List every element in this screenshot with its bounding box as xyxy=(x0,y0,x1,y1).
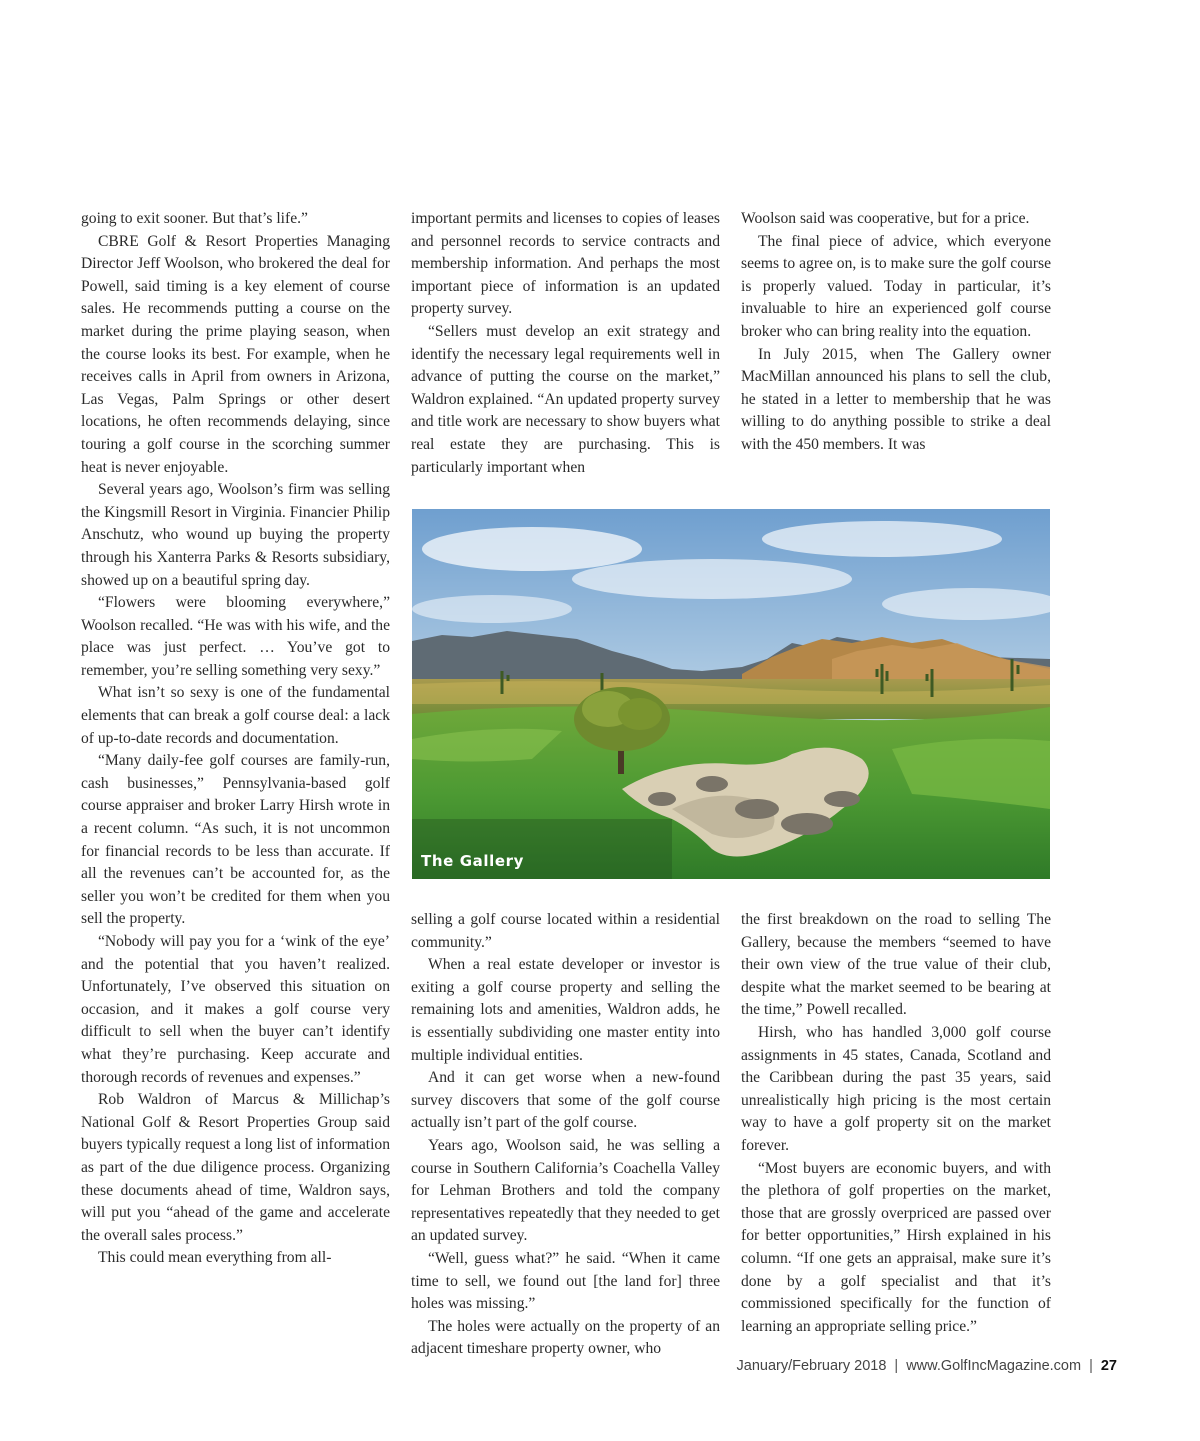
article-column-2-bottom xyxy=(411,909,720,1361)
paragraph: “Flowers were blooming everywhere,” Woolson recalled. “He was with his wife, and the place was just perfect. … You’ve got to remember, you’re selling something very sexy.” xyxy=(81,594,390,679)
article-column-2-top xyxy=(411,208,720,479)
article-column-1 xyxy=(81,208,390,1270)
paragraph: important permits and licenses to copies of leases and personnel records to service contracts and membership information. And perhaps the most important piece of information is an updated property survey. xyxy=(411,210,720,318)
golf-course-photo xyxy=(412,509,1050,879)
page-number: 27 xyxy=(1100,1358,1117,1374)
paragraph: When a real estate developer or investor is exiting a golf course property and selling the remaining lots and amenities, Waldron adds, he is essentially subdividing one master entity into multiple individual entities. xyxy=(411,956,720,1064)
magazine-website-link[interactable]: www.GolfIncMagazine.com xyxy=(906,1358,1082,1374)
paragraph: “Many daily-fee golf courses are family-run, cash businesses,” Pennsylvania-based golf course appraiser and broker Larry Hirsh wrote in a recent column. “As such, it is not uncommon for financial records to be less than accurate. If all the revenues can’t be accounted for, as the seller you won’t be credited for them when you sell the property. xyxy=(81,752,390,928)
page-footer xyxy=(737,1358,1118,1374)
paragraph: “Nobody will pay you for a ‘wink of the eye’ and the potential that you haven’t realized. Unfortunately, I’ve observed this situation on occasion, and it makes a golf course very difficult to sell when the buyer can’t identify what they’re purchasing. Keep accurate and thorough records of revenues and expenses.” xyxy=(81,933,390,1086)
paragraph: Hirsh, who has handled 3,000 golf course assignments in 45 states, Canada, Scotland and the Caribbean during the past 35 years, said unrealistically high pricing is the most certain way to have a golf property sit on the market forever. xyxy=(741,1023,1051,1154)
paragraph: And it can get worse when a new-found survey discovers that some of the golf course actually isn’t part of the golf course. xyxy=(411,1069,720,1132)
paragraph: Woolson said was cooperative, but for a price. xyxy=(741,210,1030,227)
article-column-3-bottom xyxy=(741,909,1051,1338)
paragraph: Years ago, Woolson said, he was selling a course in Southern California’s Coachella Valley for Lehman Brothers and told the company representatives repeatedly that they needed to get an updated survey. xyxy=(411,1136,720,1245)
paragraph: This could mean everything from all- xyxy=(98,1249,332,1267)
paragraph: “Sellers must develop an exit strategy and identify the necessary legal requirements well in advance of putting the course on the market,” Waldron explained. “An updated property survey and title work are necessary to show buyers what real estate they are purchasing. This is particularly important when xyxy=(411,322,720,476)
paragraph: going to exit sooner. But that’s life.” xyxy=(81,210,308,227)
paragraph: Rob Waldron of Marcus & Millichap’s National Golf & Resort Properties Group said buyers typically request a long list of information as part of the due diligence process. Organizing these documents ahead of time, Waldron says, will put you “ahead of the game and accelerate the overall sales process.” xyxy=(81,1091,390,1244)
paragraph: In July 2015, when The Gallery owner MacMillan announced his plans to sell the club, he stated in a letter to membership that he was willing to do anything possible to strike a deal with the 450 members. It was xyxy=(741,345,1051,453)
paragraph: “Well, guess what?” he said. “When it came time to sell, we found out [the land for] three holes was missing.” xyxy=(411,1249,720,1313)
paragraph: selling a golf course located within a residential community.” xyxy=(411,911,720,951)
issue-date: January/February 2018 xyxy=(736,1358,887,1374)
paragraph: CBRE Golf & Resort Properties Managing Director Jeff Woolson, who brokered the deal for Powell, said timing is a key element of course sales. He recommends putting a course on the market during the prime playing season, when the course looks its best. For example, when he receives calls in April from owners in Arizona, Las Vegas, Palm Springs or other desert locations, he often recommends delaying, since touring a golf course in the scorching summer heat is never enjoyable. xyxy=(81,232,390,476)
golf-course-landscape-image xyxy=(412,509,1050,879)
photo-caption: The Gallery xyxy=(421,852,524,870)
paragraph: The final piece of advice, which everyone seems to agree on, is to make sure the golf course is properly valued. Today in particular, it’s invaluable to hire an experienced golf course broker who can bring reality into the equation. xyxy=(741,232,1051,340)
paragraph: the first breakdown on the road to selling The Gallery, because the members “seemed to have their own view of the true value of their club, despite what the market seemed to be bearing at the time,” Powell recalled. xyxy=(741,911,1051,1019)
paragraph: What isn’t so sexy is one of the fundamental elements that can break a golf course deal: a lack of up-to-date records and documentation. xyxy=(81,684,390,747)
paragraph: The holes were actually on the property of an adjacent timeshare property owner, who xyxy=(411,1317,720,1358)
footer-separator: | xyxy=(894,1358,899,1374)
paragraph: “Most buyers are economic buyers, and with the plethora of golf properties on the market, those that are grossly overpriced are passed over for better opportunities,” Hirsh explained in his column. “If one gets an appraisal, make sure it’s done by a golf specialist and that it’s commissioned specifically for the function of learning an appropriate selling price.” xyxy=(741,1159,1051,1335)
footer-separator: | xyxy=(1089,1358,1093,1374)
article-column-3-top xyxy=(741,208,1051,457)
paragraph: Several years ago, Woolson’s firm was selling the Kingsmill Resort in Virginia. Financier Philip Anschutz, who wound up buying the property through his Xanterra Parks & Resorts subsidiary, showed up on a beautiful spring day. xyxy=(81,481,390,589)
